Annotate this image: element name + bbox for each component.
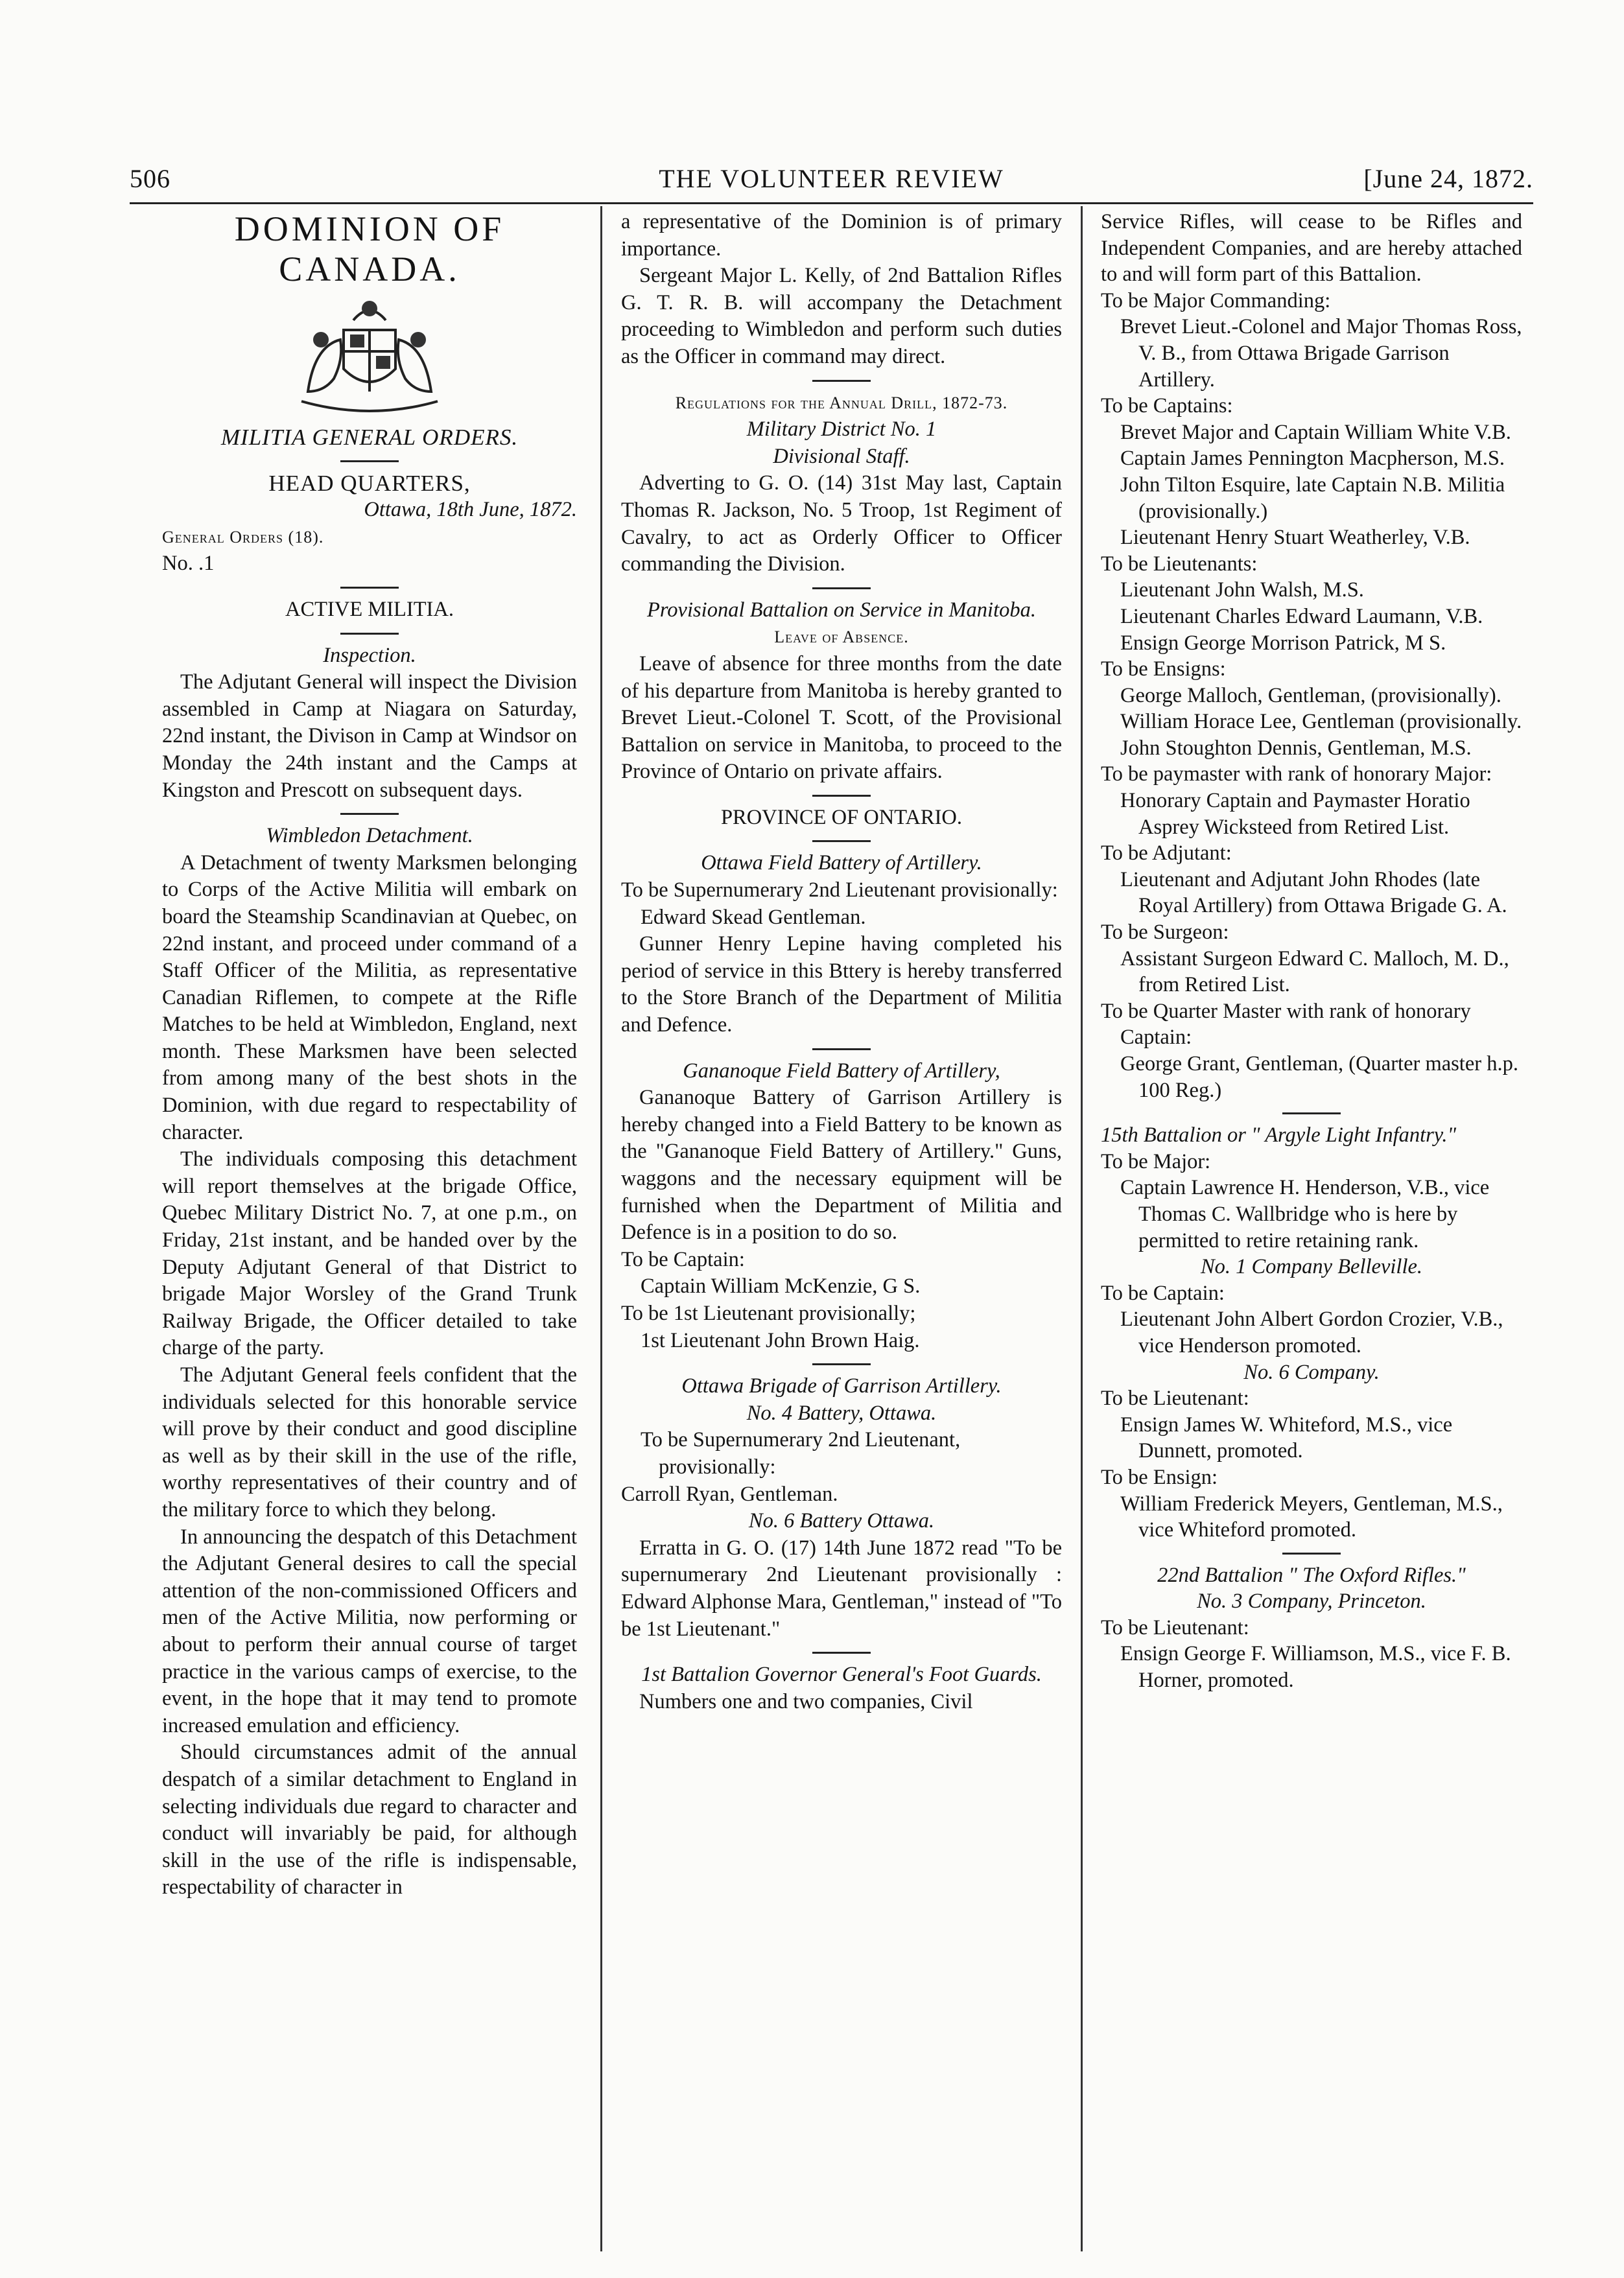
page-number: 506 [130, 164, 171, 193]
gananoque-field-battery-heading: Gananoque Field Battery of Artillery, [683, 1059, 1000, 1083]
appointment-line: John Stoughton Dennis, Gentleman, M.S. [1120, 736, 1472, 760]
general-orders-number: General Orders (18). [162, 527, 324, 546]
divider [340, 633, 399, 635]
appointment-line: Edward Skead Gentleman. [641, 905, 866, 929]
divider [812, 1363, 871, 1365]
divider [812, 840, 871, 842]
paragraph: Service Rifles, will cease to be Rifles and Independent Companies, and are hereby attached to and will form part of this Battalion. [1101, 210, 1522, 287]
publication-title: THE VOLUNTEER REVIEW [659, 164, 1004, 193]
divider [812, 1048, 871, 1050]
appointment-line: To be Lieutenants: [1101, 552, 1258, 576]
company-subheading: No. 1 Company Belleville. [1200, 1255, 1423, 1279]
dominion-heading: DOMINION OF CANADA. [234, 209, 505, 288]
appointment-line: To be Supernumerary 2nd Lieutenant, provisionally: [641, 1428, 961, 1479]
foot-guards-heading: 1st Battalion Governor General's Foot Guards. [641, 1663, 1042, 1687]
appointment-line: To be paymaster with rank of honorary Major: [1101, 762, 1492, 786]
header-rule [130, 202, 1533, 204]
battalion-heading: 15th Battalion or " Argyle Light Infantry." [1101, 1123, 1457, 1147]
appointment-line: Captain James Pennington Macpherson, M.S. [1120, 447, 1505, 471]
appointment-line: Lieutenant John Walsh, M.S. [1120, 578, 1364, 602]
appointment-line: William Frederick Meyers, Gentleman, M.S., vice Whiteford promoted. [1120, 1492, 1503, 1542]
paragraph: Adverting to G. O. (14) 31st May last, Captain Thomas R. Jackson, No. 5 Troop, 1st Regiment of Cavalry, to act as Orderly Officer to Officer commanding the Division. [621, 471, 1062, 576]
appointment-line: To be Adjutant: [1101, 841, 1232, 865]
column-3 [1101, 209, 1522, 1694]
paragraph: Gananoque Battery of Garrison Artillery is hereby changed into a Field Battery to be known as the "Gananoque Field Battery of Artillery." Guns, waggons and the necessary equipment will be furnished when the Department of Militia and Defence is in a position to do so. [621, 1086, 1062, 1245]
appointment-line: George Grant, Gentleman, (Quarter master h.p. 100 Reg.) [1120, 1052, 1518, 1102]
appointment-line: Lieutenant and Adjutant John Rhodes (late Royal Artillery) from Ottawa Brigade G. A. [1120, 867, 1507, 918]
appointment-line: To be Captains: [1101, 394, 1233, 418]
appointment-line: Lieutenant Henry Stuart Weatherley, V.B. [1120, 526, 1470, 550]
province-heading: PROVINCE OF ONTARIO. [720, 805, 963, 829]
divider [340, 587, 399, 589]
company-subheading: No. 3 Company, Princeton. [1197, 1590, 1426, 1614]
divider [812, 795, 871, 797]
issue-date: [June 24, 1872. [1363, 164, 1533, 193]
appointment-line: To be Captain: [621, 1247, 745, 1271]
battery-subheading: No. 4 Battery, Ottawa. [746, 1401, 937, 1425]
appointment-line: To be Captain: [1101, 1281, 1225, 1305]
hq-heading: HEAD QUARTERS, [268, 470, 471, 496]
divider [340, 460, 399, 462]
divider [812, 380, 871, 382]
wimbledon-heading: Wimbledon Detachment. [266, 824, 473, 848]
appointment-line: Captain Lawrence H. Henderson, V.B., vice Thomas C. Wallbridge who is here by permitted to retire retaining rank. [1120, 1176, 1490, 1252]
column-rule-2 [1081, 206, 1083, 2251]
appointment-line: To be Major: [1101, 1149, 1211, 1173]
paragraph: The Adjutant General will inspect the Division assembled in Camp at Niagara on Saturday, 22nd instant, the Divison in Camp at Windsor on Monday the 24th instant and the Camps at Kingston and Prescott on subsequent days. [162, 670, 577, 802]
divider [812, 587, 871, 589]
appointment-line: Brevet Lieut.-Colonel and Major Thomas Ross, V. B., from Ottawa Brigade Garrison Artillery. [1120, 315, 1522, 392]
paragraph: In announcing the despatch of this Detachment the Adjutant General desires to call the special attention of the non-commissioned Officers and men of the Active Militia, now performing or about to perform their annual course of target practice in the various camps of exercise, to the event, in the hope that it may tend to promote increased emulation and efficiency. [162, 1525, 577, 1737]
paragraph: Sergeant Major L. Kelly, of 2nd Battalion Rifles G. T. R. B. will accompany the Detachment proceeding to Wimbledon and perform such duties as the Officer in command may direct. [621, 264, 1062, 368]
paragraph: Numbers one and two companies, Civil [639, 1689, 973, 1713]
battalion-heading: 22nd Battalion " The Oxford Rifles." [1157, 1563, 1466, 1587]
battery-subheading: No. 6 Battery Ottawa. [748, 1509, 935, 1533]
column-1 [162, 209, 577, 1901]
paragraph: The Adjutant General feels confident that the individuals selected for this honorable service will prove by their conduct and good discipline as well as by their skill in the use of the rifle, worthy representatives of their country and of the military force to which they belong. [162, 1363, 577, 1521]
paragraph: Leave of absence for three months from the date of his departure from Manitoba is hereby granted to Brevet Lieut.-Colonel T. Scott, of the Provisional Battalion on service in Manitoba, to proceed to the Province of Ontario on private affairs. [621, 652, 1062, 784]
appointment-line: Ensign George F. Williamson, M.S., vice F. B. Horner, promoted. [1120, 1642, 1511, 1693]
paragraph: Erratta in G. O. (17) 14th June 1872 read "To be supernumerary 2nd Lieutenant provisionally : Edward Alphonse Mara, Gentleman," instead of "To be 1st Lieutenant." [621, 1536, 1062, 1641]
appointment-line: To be Lieutenant: [1101, 1387, 1249, 1411]
appointment-line: To be Surgeon: [1101, 921, 1229, 945]
paragraph: Should circumstances admit of the annual despatch of a similar detachment to England in selecting individuals due regard to character and conduct will invariably be paid, for although skill in the use of the rifle is indispensable, respectability of character in [162, 1741, 577, 1899]
appointment-line: To be Lieutenant: [1101, 1615, 1249, 1639]
divider [812, 1652, 871, 1654]
divisional-staff-heading: Divisional Staff. [773, 444, 910, 468]
paragraph: Gunner Henry Lepine having completed his period of service in this Bttery is hereby transferred to the Store Branch of the Department of Militia and Defence. [621, 932, 1062, 1037]
paragraph: a representative of the Dominion is of primary importance. [621, 210, 1062, 261]
appointment-line: To be Supernumerary 2nd Lieutenant provisionally: [621, 878, 1058, 902]
appointment-line: William Horace Lee, Gentleman (provisionally. [1120, 710, 1522, 734]
royal-coat-of-arms-icon [282, 294, 457, 417]
place-date: Ottawa, 18th June, 1872. [364, 498, 577, 522]
appointment-line: Carroll Ryan, Gentleman. [621, 1482, 838, 1506]
divider [1282, 1112, 1341, 1114]
divider [340, 813, 399, 815]
appointment-line: To be Ensign: [1101, 1465, 1218, 1489]
appointment-line: To be 1st Lieutenant provisionally; [621, 1301, 916, 1325]
appointment-line: Brevet Major and Captain William White V.B. [1120, 420, 1511, 444]
paragraph: A Detachment of twenty Marksmen belonging to Corps of the Active Militia will embark on board the Steamship Scandinavian at Quebec, on 22nd instant, and proceed under command of a Staff Officer of the Militia, as representative Canadian Riflemen, to compete at the Rifle Matches to be held at Wimbledon, England, next month. These Marksmen have been selected from among many of the best shots in the Dominion, with due regard to respectability of character. [162, 851, 577, 1144]
leave-heading: Leave of Absence. [774, 628, 909, 647]
inspection-heading: Inspection. [323, 643, 416, 667]
divider [1282, 1553, 1341, 1555]
militia-orders-heading: MILITIA GENERAL ORDERS. [220, 425, 519, 450]
appointment-line: Lieutenant John Albert Gordon Crozier, V.B., vice Henderson promoted. [1120, 1308, 1503, 1357]
provisional-battalion-heading: Provisional Battalion on Service in Manitoba. [647, 598, 1036, 622]
column-rule-1 [600, 206, 602, 2251]
appointment-line: To be Quarter Master with rank of honorary Captain: [1101, 999, 1471, 1050]
appointment-line: Lieutenant Charles Edward Laumann, V.B. [1120, 604, 1483, 628]
appointment-line: John Tilton Esquire, late Captain N.B. Militia (provisionally.) [1120, 473, 1505, 523]
active-militia-heading: ACTIVE MILITIA. [285, 597, 454, 621]
appointment-line: To be Ensigns: [1101, 657, 1226, 681]
appointment-line: To be Major Commanding: [1101, 288, 1331, 312]
ottawa-field-battery-heading: Ottawa Field Battery of Artillery. [701, 851, 982, 875]
running-header [130, 163, 1533, 202]
order-no: No. .1 [162, 552, 215, 576]
appointment-line: Assistant Surgeon Edward C. Malloch, M. D., from Retired List. [1120, 946, 1509, 997]
appointment-line: Honorary Captain and Paymaster Horatio Asprey Wicksteed from Retired List. [1120, 789, 1470, 839]
appointment-line: George Malloch, Gentleman, (provisionally). [1120, 683, 1501, 707]
ottawa-brigade-heading: Ottawa Brigade of Garrison Artillery. [681, 1374, 1002, 1398]
company-subheading: No. 6 Company. [1243, 1360, 1380, 1384]
appointment-line: Captain William McKenzie, G S. [641, 1274, 921, 1298]
appointment-line: Ensign George Morrison Patrick, M S. [1120, 631, 1446, 655]
military-district-heading: Military District No. 1 [746, 417, 937, 441]
appointment-line: Ensign James W. Whiteford, M.S., vice Dunnett, promoted. [1120, 1413, 1453, 1463]
regulations-heading: Regulations for the Annual Drill, 1872-73. [675, 393, 1008, 412]
paragraph: The individuals composing this detachment will report themselves at the brigade Office, Quebec Military District No. 7, at one p.m., on Friday, 21st instant, and be handed over by the Deputy Adjutant General of that District to brigade Major Worsley of the Grand Trunk Railway Brigade, the Officer detailed to take charge of the party. [162, 1147, 577, 1360]
column-2 [621, 209, 1062, 1715]
appointment-line: 1st Lieutenant John Brown Haig. [641, 1328, 920, 1352]
